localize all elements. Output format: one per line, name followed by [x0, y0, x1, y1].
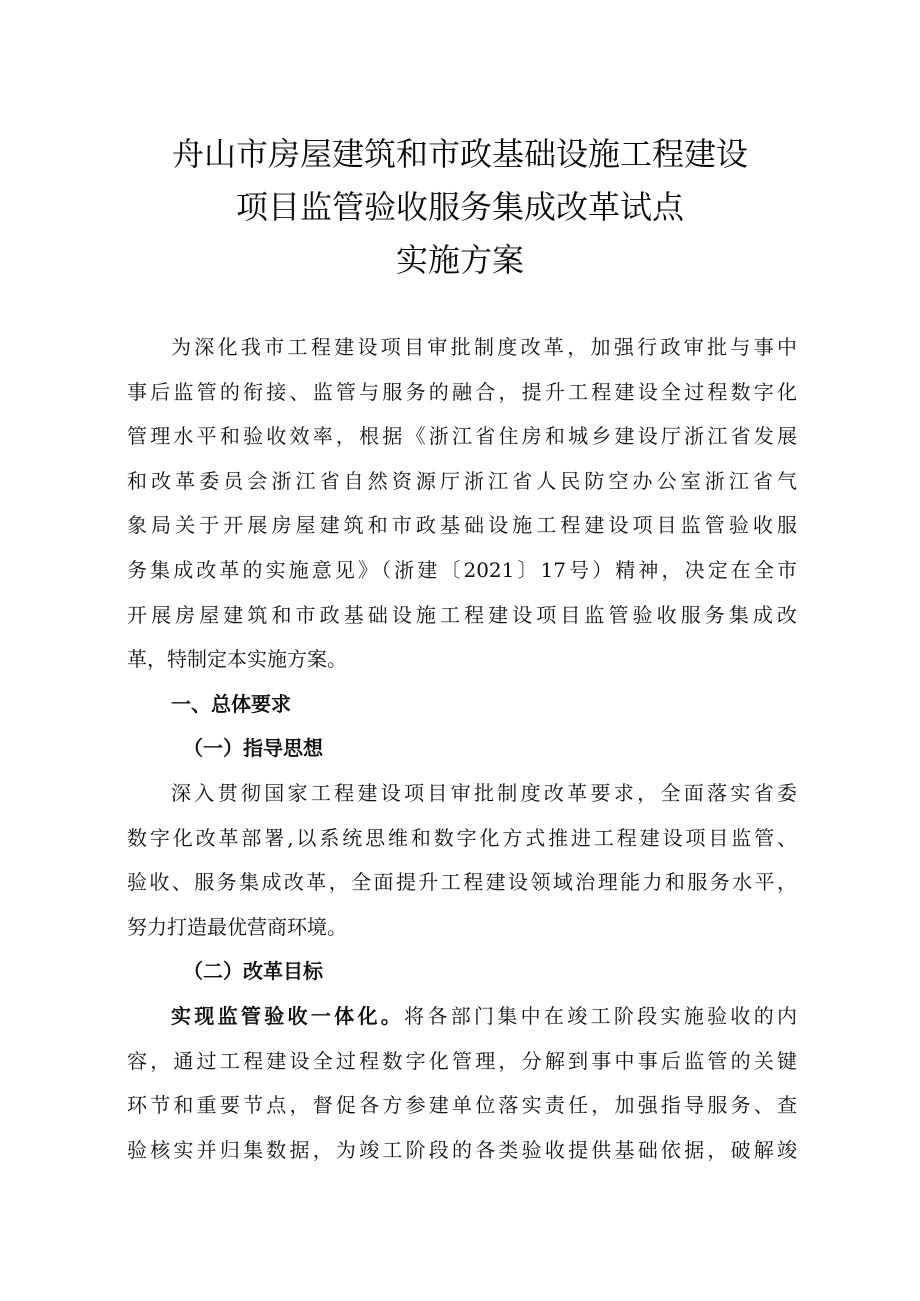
intro-line: 开展房屋建筑和市政基础设施工程建设项目监管验收服务集成改: [127, 602, 797, 627]
goals-line: 验核实并归集数据，为竣工阶段的各类验收提供基础依据，破解竣: [127, 1137, 797, 1162]
intro-line: 和改革委员会浙江省自然资源厅浙江省人民防空办公室浙江省气: [127, 468, 797, 493]
goals-lead-rest: 将各部门集中在竣工阶段实施验收的内: [404, 1003, 798, 1028]
subsection-heading-reform-goals: （二）改革目标: [183, 959, 323, 984]
section-heading-general-requirements: 一、总体要求: [171, 691, 291, 716]
goals-lead-bold: 实现监管验收一体化。: [171, 1003, 405, 1028]
goals-line: 容，通过工程建设全过程数字化管理，分解到事中事后监管的关键: [127, 1048, 797, 1073]
guiding-line: 数字化改革部署,以系统思维和数字化方式推进工程建设项目监管、: [127, 825, 797, 850]
intro-line: 为深化我市工程建设项目审批制度改革，加强行政审批与事中: [171, 335, 797, 359]
intro-line: 管理水平和验收效率，根据《浙江省住房和城乡建设厅浙江省发展: [127, 424, 797, 449]
goals-line: 环节和重要节点，督促各方参建单位落实责任，加强指导服务、查: [127, 1093, 797, 1118]
title-line-2: 项目监管验收服务集成改革试点: [235, 188, 684, 226]
intro-line: 革，特制定本实施方案。: [127, 647, 347, 672]
title-line-3: 实施方案: [395, 241, 524, 279]
intro-line: 务集成改革的实施意见》（浙建〔2021〕17号）精神，决定在全市: [127, 557, 797, 582]
document-body: [127, 325, 797, 1172]
guiding-line: 验收、服务集成改革，全面提升工程建设领域治理能力和服务水平，: [127, 870, 797, 895]
guiding-line: 努力打造最优营商环境。: [127, 914, 347, 939]
document-title: [0, 128, 920, 287]
subsection-heading-guiding-ideology: （一）指导思想: [183, 736, 323, 761]
title-line-1: 舟山市房屋建筑和市政基础设施工程建设: [171, 135, 748, 173]
guiding-line: 深入贯彻国家工程建设项目审批制度改革要求，全面落实省委: [171, 780, 797, 805]
goals-lead-line: [127, 994, 797, 1039]
intro-line: 事后监管的衔接、监管与服务的融合，提升工程建设全过程数字化: [127, 379, 797, 404]
intro-line: 象局关于开展房屋建筑和市政基础设施工程建设项目监管验收服: [127, 513, 797, 538]
